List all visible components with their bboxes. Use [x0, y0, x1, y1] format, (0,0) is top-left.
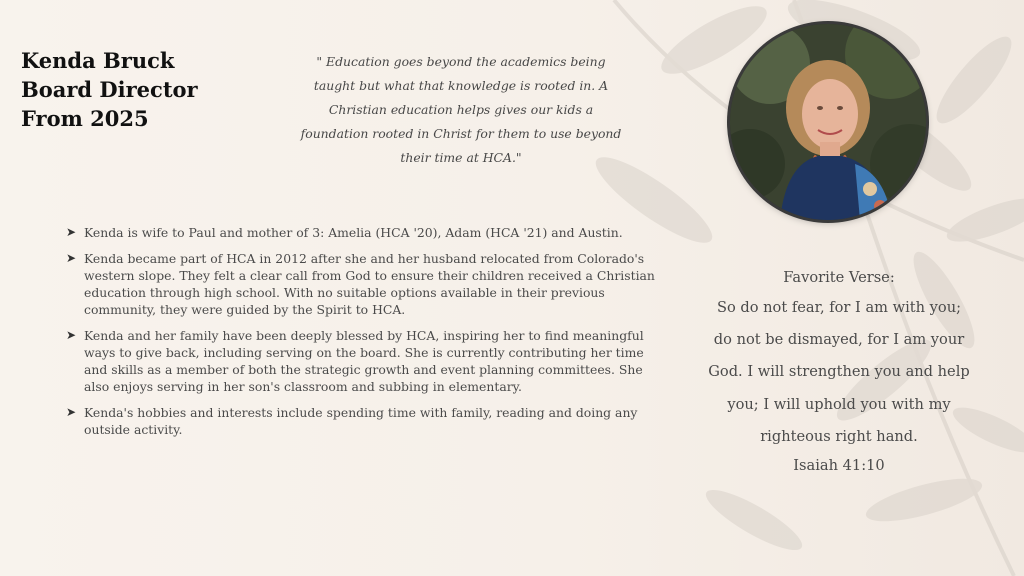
verse-reference: Isaiah 41:10: [793, 457, 885, 475]
arrow-bullet-icon: ➤: [66, 328, 77, 342]
bio-text: Kenda's hobbies and interests include spending time with family, reading and doing any outside activity.: [84, 405, 638, 437]
list-item: [66, 224, 656, 241]
verse-text: So do not fear, for I am with you; do not be dismayed, for I am your God. I will strengthen you and help you; I will uphold you with my righteous right hand.: [708, 299, 970, 445]
portrait-photo: [730, 24, 926, 220]
list-item: [66, 327, 656, 395]
title-name: Kenda Bruck: [21, 48, 175, 73]
favorite-verse: [706, 264, 972, 479]
verse-heading: Favorite Verse:: [783, 269, 895, 286]
title-role: Board Director: [21, 77, 198, 102]
bio-text: Kenda and her family have been deeply blessed by HCA, inspiring her to find meaningful ways to give back, including serving on the board. She is currently contributing her time and skills as a member of both the strategic growth and event planning committees. She also enjoys serving in her son's classroom and subbing in elementary.: [84, 328, 644, 394]
bio-text: Kenda is wife to Paul and mother of 3: Amelia (HCA '20), Adam (HCA '21) and Austin.: [84, 225, 623, 240]
bio-text: Kenda became part of HCA in 2012 after she and her husband relocated from Colorado's western slope. They felt a clear call from God to ensure their children received a Christian education through high school. With no suitable options available in their previous community, they were guided by the Spirit to HCA.: [84, 251, 655, 317]
arrow-bullet-icon: ➤: [66, 251, 77, 265]
list-item: [66, 404, 656, 438]
quote-text: " Education goes beyond the academics being taught but what that knowledge is rooted in. A Christian education helps gives our kids a foundation rooted in Christ for them to use beyond their time at HCA.": [300, 54, 622, 165]
list-item: [66, 250, 656, 318]
arrow-bullet-icon: ➤: [66, 405, 77, 419]
bio-list: [66, 224, 656, 447]
arrow-bullet-icon: ➤: [66, 225, 77, 239]
title-since: From 2025: [21, 106, 149, 131]
page-title: [21, 46, 241, 133]
